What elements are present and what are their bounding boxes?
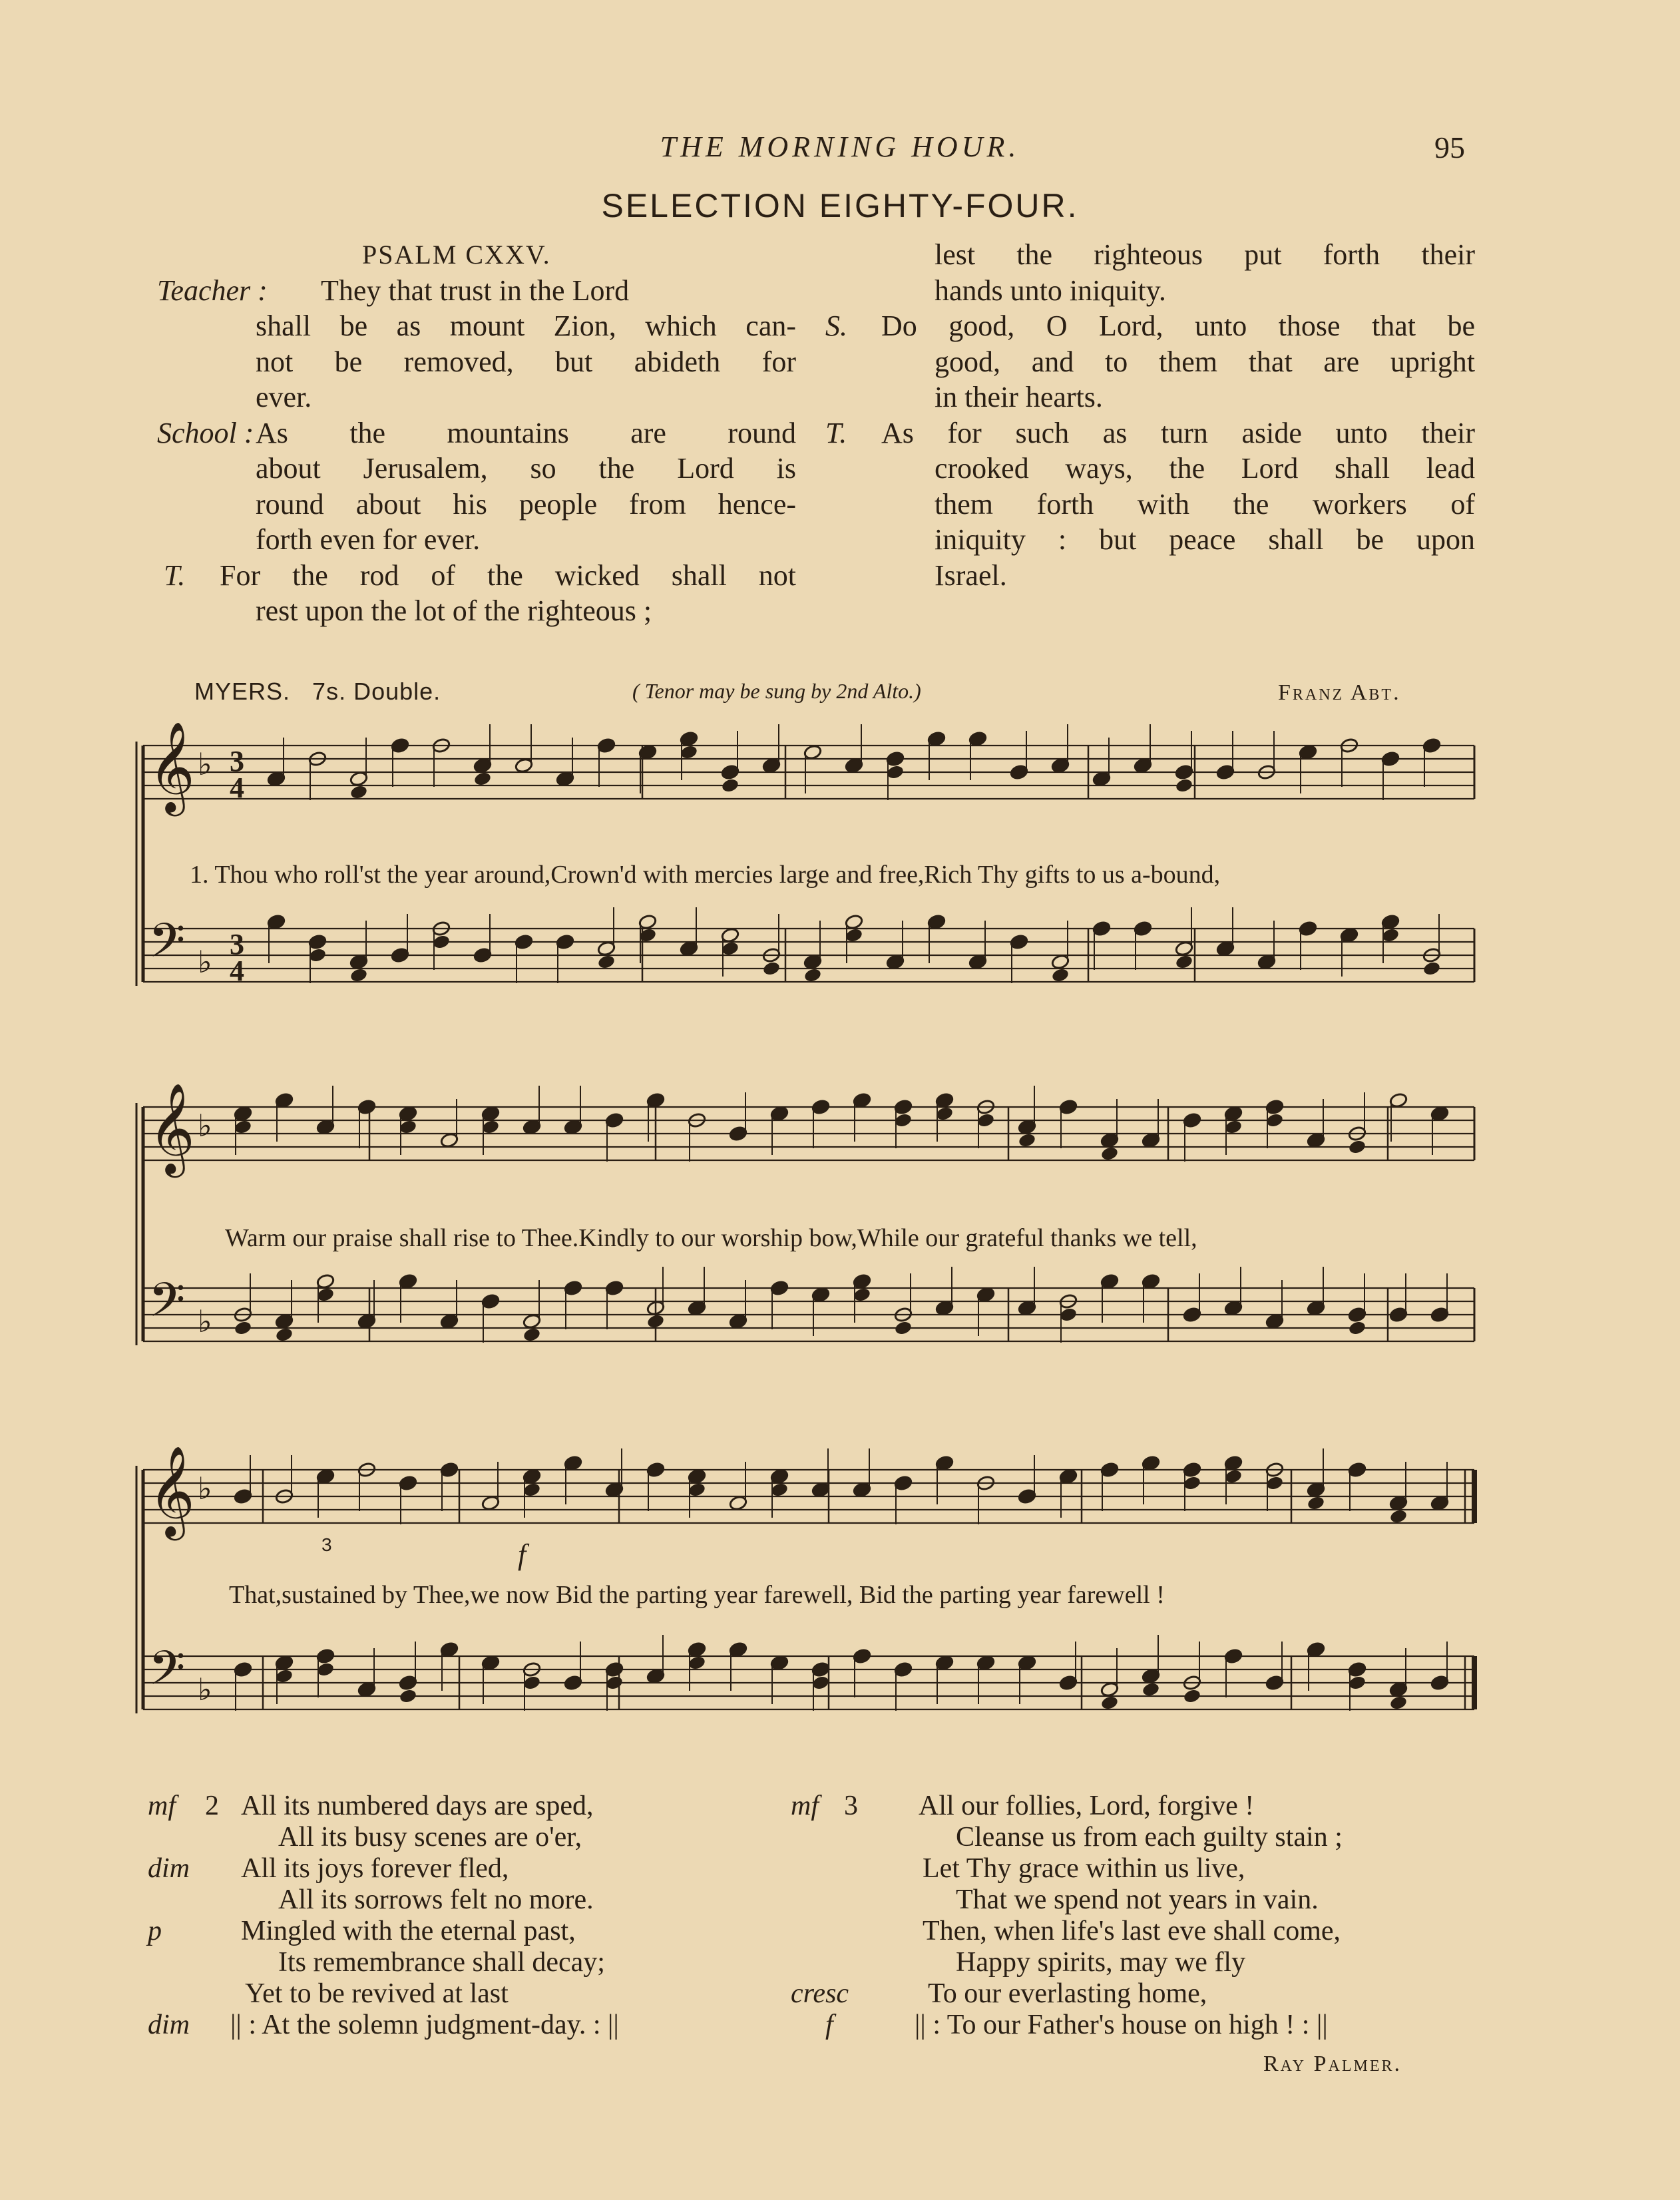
note-head <box>1183 1307 1201 1323</box>
note-head <box>646 1092 665 1108</box>
note-head <box>770 1482 789 1498</box>
note-head <box>1348 1307 1366 1323</box>
note-head <box>349 771 368 787</box>
note-head <box>1051 967 1070 983</box>
verse-2 <box>148 1791 747 2041</box>
note-head <box>1092 921 1111 937</box>
note-head <box>564 1119 582 1135</box>
note-head <box>680 744 698 760</box>
note-head <box>894 1099 913 1115</box>
note-head <box>1389 1092 1408 1108</box>
note-head <box>1430 1106 1449 1122</box>
note-head <box>853 1648 871 1664</box>
note-head <box>481 1655 500 1671</box>
note-head <box>1183 1112 1201 1128</box>
note-head <box>275 1092 294 1108</box>
psalm-line: crooked ways, the Lord shall lead <box>935 452 1475 485</box>
flat-icon: ♭ <box>198 1108 212 1144</box>
psalm-line: hands unto iniquity. <box>935 274 1166 307</box>
selection-title: SELECTION EIGHTY-FOUR. <box>601 187 1079 224</box>
composer: Franz Abt. <box>1278 680 1401 705</box>
note-head <box>976 1287 995 1303</box>
note-head <box>1307 1132 1325 1148</box>
verse-line: f || : To our Father's house on high ! : || <box>825 2010 1328 2040</box>
note-head <box>1224 1468 1243 1484</box>
note-head <box>1100 1681 1119 1697</box>
note-head <box>275 1655 294 1671</box>
note-head <box>1265 1099 1284 1115</box>
note-head <box>1299 744 1317 760</box>
note-head <box>1422 738 1441 754</box>
note-head <box>473 771 492 787</box>
treble-clef-icon: 𝄞 <box>148 1444 195 1536</box>
note-head <box>770 1280 789 1296</box>
note-head <box>721 927 739 943</box>
note-head <box>391 947 409 963</box>
note-head <box>1059 1468 1078 1484</box>
psalm-line: School :As the mountains are round <box>157 416 796 449</box>
psalm-heading: PSALM CXXV. <box>362 240 551 270</box>
note-head <box>638 914 657 930</box>
note-head <box>1142 1273 1160 1289</box>
note-head <box>399 1106 417 1122</box>
psalm-line: Teacher : They that trust in the Lord <box>157 274 630 307</box>
tune-name: MYERS. 7s. Double. <box>194 678 441 705</box>
note-head <box>515 758 533 773</box>
psalm-line: T. As for such as turn aside unto their <box>825 416 1475 449</box>
note-head <box>968 731 987 747</box>
note-head <box>481 1119 500 1135</box>
note-head <box>234 1661 252 1677</box>
note-head <box>894 1661 913 1677</box>
note-head <box>316 1661 335 1677</box>
verse-line: Then, when life's last eve shall come, <box>923 1916 1341 1946</box>
note-head <box>1059 1307 1078 1323</box>
note-head <box>1381 914 1400 930</box>
note-head <box>605 1482 624 1498</box>
treble-clef-icon: 𝄞 <box>148 1082 195 1174</box>
note-head <box>688 1482 706 1498</box>
note-head <box>886 751 905 767</box>
time-signature-top: 3 <box>230 745 244 777</box>
note-head <box>688 1300 706 1316</box>
note-head <box>1051 758 1070 773</box>
note-head <box>811 1099 830 1115</box>
note-head <box>1175 764 1193 780</box>
note-head <box>729 1495 747 1511</box>
note-head <box>399 1675 417 1691</box>
note-head <box>811 1675 830 1691</box>
verse-line: mf 3 All our follies, Lord, forgive ! <box>791 1791 1255 1821</box>
running-title: THE MORNING HOUR. <box>660 130 1020 163</box>
note-head <box>1381 751 1400 767</box>
time-signature-bottom: 4 <box>230 771 244 804</box>
note-head <box>556 934 574 950</box>
note-head <box>1175 777 1193 793</box>
triplet-mark: 3 <box>321 1534 332 1555</box>
note-head <box>440 1132 459 1148</box>
note-head <box>1265 1475 1284 1491</box>
bass-clef-icon: 𝄢 <box>148 1273 186 1339</box>
note-head <box>316 1119 335 1135</box>
note-head <box>523 1313 541 1329</box>
note-head <box>399 1119 417 1135</box>
note-head <box>316 1468 335 1484</box>
verse-line: All its busy scenes are o'er, <box>278 1822 582 1853</box>
note-head <box>349 954 368 970</box>
note-head <box>564 1280 582 1296</box>
note-head <box>523 1468 541 1484</box>
flat-icon: ♭ <box>198 1303 212 1339</box>
note-head <box>811 1287 830 1303</box>
flat-icon: ♭ <box>198 944 212 980</box>
note-head <box>688 1468 706 1484</box>
note-head <box>1142 1668 1160 1684</box>
note-head <box>853 1287 871 1303</box>
note-head <box>927 731 946 747</box>
note-head <box>597 738 616 754</box>
note-head <box>688 1642 706 1657</box>
note-head <box>1257 954 1276 970</box>
psalm-line: not be removed, but abideth for <box>256 345 796 378</box>
verse-line: dim All its joys forever fled, <box>148 1853 509 1884</box>
note-head <box>1018 1132 1036 1148</box>
note-head <box>440 1313 459 1329</box>
note-head <box>1183 1688 1201 1704</box>
note-head <box>1348 1320 1366 1336</box>
psalm-line: good, and to them that are upright <box>935 345 1475 378</box>
note-head <box>234 1488 252 1504</box>
note-head <box>316 1273 335 1289</box>
note-head <box>1010 764 1028 780</box>
note-head <box>729 1313 747 1329</box>
note-head <box>357 1099 376 1115</box>
note-head <box>1430 1495 1449 1511</box>
treble-clef-icon: 𝄞 <box>148 720 195 812</box>
note-head <box>853 1273 871 1289</box>
note-head <box>1100 1146 1119 1162</box>
verse-3 <box>791 1791 1490 2041</box>
note-head <box>564 1455 582 1471</box>
note-head <box>275 1668 294 1684</box>
note-head <box>1224 1648 1243 1664</box>
time-signature-top: 3 <box>230 928 244 961</box>
note-head <box>976 1112 995 1128</box>
note-head <box>762 961 781 977</box>
psalm-line: in their hearts. <box>935 381 1103 413</box>
note-head <box>1183 1462 1201 1478</box>
note-head <box>473 947 492 963</box>
flat-icon: ♭ <box>198 746 212 782</box>
note-head <box>803 954 822 970</box>
note-head <box>275 1313 294 1329</box>
note-head <box>399 1273 417 1289</box>
note-head <box>688 1655 706 1671</box>
note-head <box>1059 1099 1078 1115</box>
note-head <box>1265 1675 1284 1691</box>
note-head <box>811 1482 830 1498</box>
lyric-line-1: 1. Thou who roll'st the year around,Crown'd with mercies large and free,Rich Thy gifts to us a-bound, <box>190 861 1221 889</box>
note-head <box>234 1106 252 1122</box>
note-head <box>597 941 616 957</box>
note-head <box>894 1112 913 1128</box>
note-head <box>1224 1106 1243 1122</box>
note-head <box>721 777 739 793</box>
note-head <box>605 1280 624 1296</box>
note-head <box>935 1106 954 1122</box>
note-head <box>845 927 863 943</box>
note-head <box>853 1092 871 1108</box>
note-head <box>234 1119 252 1135</box>
psalm-line: forth even for ever. <box>256 523 481 556</box>
note-head <box>729 1642 747 1657</box>
note-head <box>432 934 451 950</box>
psalm-line: T. For the rod of the wicked shall not <box>164 558 796 592</box>
psalm-line: S. Do good, O Lord, unto those that be <box>825 310 1475 342</box>
page-number: 95 <box>1434 130 1465 164</box>
note-head <box>935 1455 954 1471</box>
note-head <box>597 954 616 970</box>
verse-line: mf 2 All its numbered days are sped, <box>148 1791 594 1821</box>
verse-line: cresc To our everlasting home, <box>791 1978 1207 2009</box>
note-head <box>729 1126 747 1142</box>
note-head <box>605 1112 624 1128</box>
forte-mark: f <box>518 1538 526 1571</box>
note-head <box>680 941 698 957</box>
psalm-line: lest the righteous put forth their <box>935 238 1475 271</box>
note-head <box>267 914 286 930</box>
verse-line: p Mingled with the eternal past, <box>148 1916 576 1946</box>
note-head <box>1216 764 1235 780</box>
note-head <box>1018 1119 1036 1135</box>
note-head <box>1381 927 1400 943</box>
note-head <box>1018 1655 1036 1671</box>
note-head <box>886 764 905 780</box>
note-head <box>349 967 368 983</box>
psalm-line: round about his people from hence- <box>256 487 796 521</box>
note-head <box>927 914 946 930</box>
note-head <box>1430 1307 1449 1323</box>
note-head <box>1010 934 1028 950</box>
note-head <box>1059 1675 1078 1691</box>
note-head <box>1018 1488 1036 1504</box>
verse-line: Cleanse us from each guilty stain ; <box>956 1822 1343 1853</box>
note-head <box>523 1119 541 1135</box>
note-head <box>473 758 492 773</box>
note-head <box>894 1320 913 1336</box>
note-head <box>1307 1642 1325 1657</box>
note-head <box>1092 771 1111 787</box>
verse-line: Let Thy grace within us live, <box>923 1853 1245 1884</box>
verse-line: Its remembrance shall decay; <box>278 1947 605 1978</box>
note-head <box>605 1661 624 1677</box>
verse-line: Yet to be revived at last <box>245 1978 509 2009</box>
note-head <box>605 1675 624 1691</box>
note-head <box>481 1495 500 1511</box>
note-head <box>275 1327 294 1343</box>
note-head <box>523 1327 541 1343</box>
performance-note: ( Tenor may be sung by 2nd Alto.) <box>632 679 921 703</box>
note-head <box>976 1655 995 1671</box>
psalm-line: shall be as mount Zion, which can- <box>256 310 796 342</box>
note-head <box>762 758 781 773</box>
note-head <box>1100 1462 1119 1478</box>
note-head <box>1265 1112 1284 1128</box>
note-head <box>1430 1675 1449 1691</box>
note-head <box>1389 1681 1408 1697</box>
note-head <box>803 967 822 983</box>
note-head <box>1389 1695 1408 1711</box>
note-head <box>1183 1475 1201 1491</box>
note-head <box>316 1287 335 1303</box>
note-head <box>646 1462 665 1478</box>
note-head <box>440 1642 459 1657</box>
note-head <box>638 744 657 760</box>
note-head <box>399 1475 417 1491</box>
psalm-line: Israel. <box>935 558 1007 592</box>
note-head <box>1216 941 1235 957</box>
note-head <box>440 1462 459 1478</box>
note-head <box>1142 1455 1160 1471</box>
note-head <box>357 1681 376 1697</box>
note-head <box>1051 954 1070 970</box>
note-head <box>481 1293 500 1309</box>
psalm-line: about Jerusalem, so the Lord is <box>256 452 796 485</box>
note-head <box>1134 758 1152 773</box>
note-head <box>721 764 739 780</box>
note-head <box>564 1675 582 1691</box>
note-head <box>267 771 286 787</box>
note-head <box>1307 1482 1325 1498</box>
note-head <box>935 1655 954 1671</box>
note-head <box>1134 921 1152 937</box>
note-head <box>1348 1462 1366 1478</box>
note-head <box>1175 941 1193 957</box>
bass-clef-icon: 𝄢 <box>148 913 186 980</box>
note-head <box>721 941 739 957</box>
note-head <box>770 1468 789 1484</box>
verse-line: dim || : At the solemn judgment-day. : || <box>148 2010 619 2040</box>
note-head <box>481 1106 500 1122</box>
note-head <box>935 1092 954 1108</box>
lyric-line-3: That,sustained by Thee,we now Bid the parting year farewell, Bid the parting year farewell ! <box>229 1581 1165 1609</box>
note-head <box>349 784 368 800</box>
note-head <box>968 954 987 970</box>
note-head <box>1340 927 1359 943</box>
note-head <box>1100 1695 1119 1711</box>
verse-line: That we spend not years in vain. <box>956 1884 1319 1915</box>
note-head <box>316 1648 335 1664</box>
verse-line: All its sorrows felt no more. <box>278 1884 594 1915</box>
note-head <box>803 744 822 760</box>
note-head <box>1348 1661 1366 1677</box>
note-head <box>680 731 698 747</box>
note-head <box>308 947 327 963</box>
note-head <box>308 934 327 950</box>
note-head <box>357 1313 376 1329</box>
note-head <box>1265 1313 1284 1329</box>
note-head <box>845 758 863 773</box>
note-head <box>1100 1273 1119 1289</box>
note-head <box>234 1320 252 1336</box>
psalm-line: them forth with the workers of <box>935 487 1475 521</box>
note-head <box>399 1688 417 1704</box>
note-head <box>1307 1495 1325 1511</box>
note-head <box>1348 1139 1366 1155</box>
note-head <box>1307 1300 1325 1316</box>
note-head <box>853 1482 871 1498</box>
note-head <box>845 914 863 930</box>
note-head <box>515 934 533 950</box>
note-head <box>770 1106 789 1122</box>
note-head <box>894 1475 913 1491</box>
note-head <box>391 738 409 754</box>
note-head <box>556 771 574 787</box>
note-head <box>1299 921 1317 937</box>
note-head <box>638 927 657 943</box>
psalm-line: rest upon the lot of the righteous ; <box>256 594 652 627</box>
note-head <box>1348 1675 1366 1691</box>
note-head <box>523 1482 541 1498</box>
time-signature-bottom: 4 <box>230 955 244 987</box>
note-head <box>1422 961 1441 977</box>
note-head <box>1175 954 1193 970</box>
note-head <box>1100 1132 1119 1148</box>
bass-clef-icon: 𝄢 <box>148 1641 186 1707</box>
psalm-line: iniquity : but peace shall be upon <box>935 523 1475 556</box>
flat-icon: ♭ <box>198 1470 212 1506</box>
note-head <box>1142 1132 1160 1148</box>
note-head <box>1224 1455 1243 1471</box>
note-head <box>646 1313 665 1329</box>
note-head <box>646 1668 665 1684</box>
note-head <box>1224 1119 1243 1135</box>
note-head <box>1389 1495 1408 1511</box>
psalm-line: ever. <box>256 381 312 413</box>
note-head <box>1389 1508 1408 1524</box>
note-head <box>886 954 905 970</box>
note-head <box>523 1675 541 1691</box>
lyric-line-2: Warm our praise shall rise to Thee.Kindly to our worship bow,While our grateful thanks we tell, <box>225 1224 1197 1252</box>
note-head <box>1018 1300 1036 1316</box>
note-head <box>1389 1307 1408 1323</box>
verse-line: Happy spirits, may we fly <box>956 1947 1246 1978</box>
note-head <box>811 1661 830 1677</box>
note-head <box>1224 1300 1243 1316</box>
flat-icon: ♭ <box>198 1671 212 1707</box>
hymn-author: Ray Palmer. <box>1263 2052 1402 2076</box>
note-head <box>935 1300 954 1316</box>
note-head <box>1142 1681 1160 1697</box>
note-head <box>770 1655 789 1671</box>
